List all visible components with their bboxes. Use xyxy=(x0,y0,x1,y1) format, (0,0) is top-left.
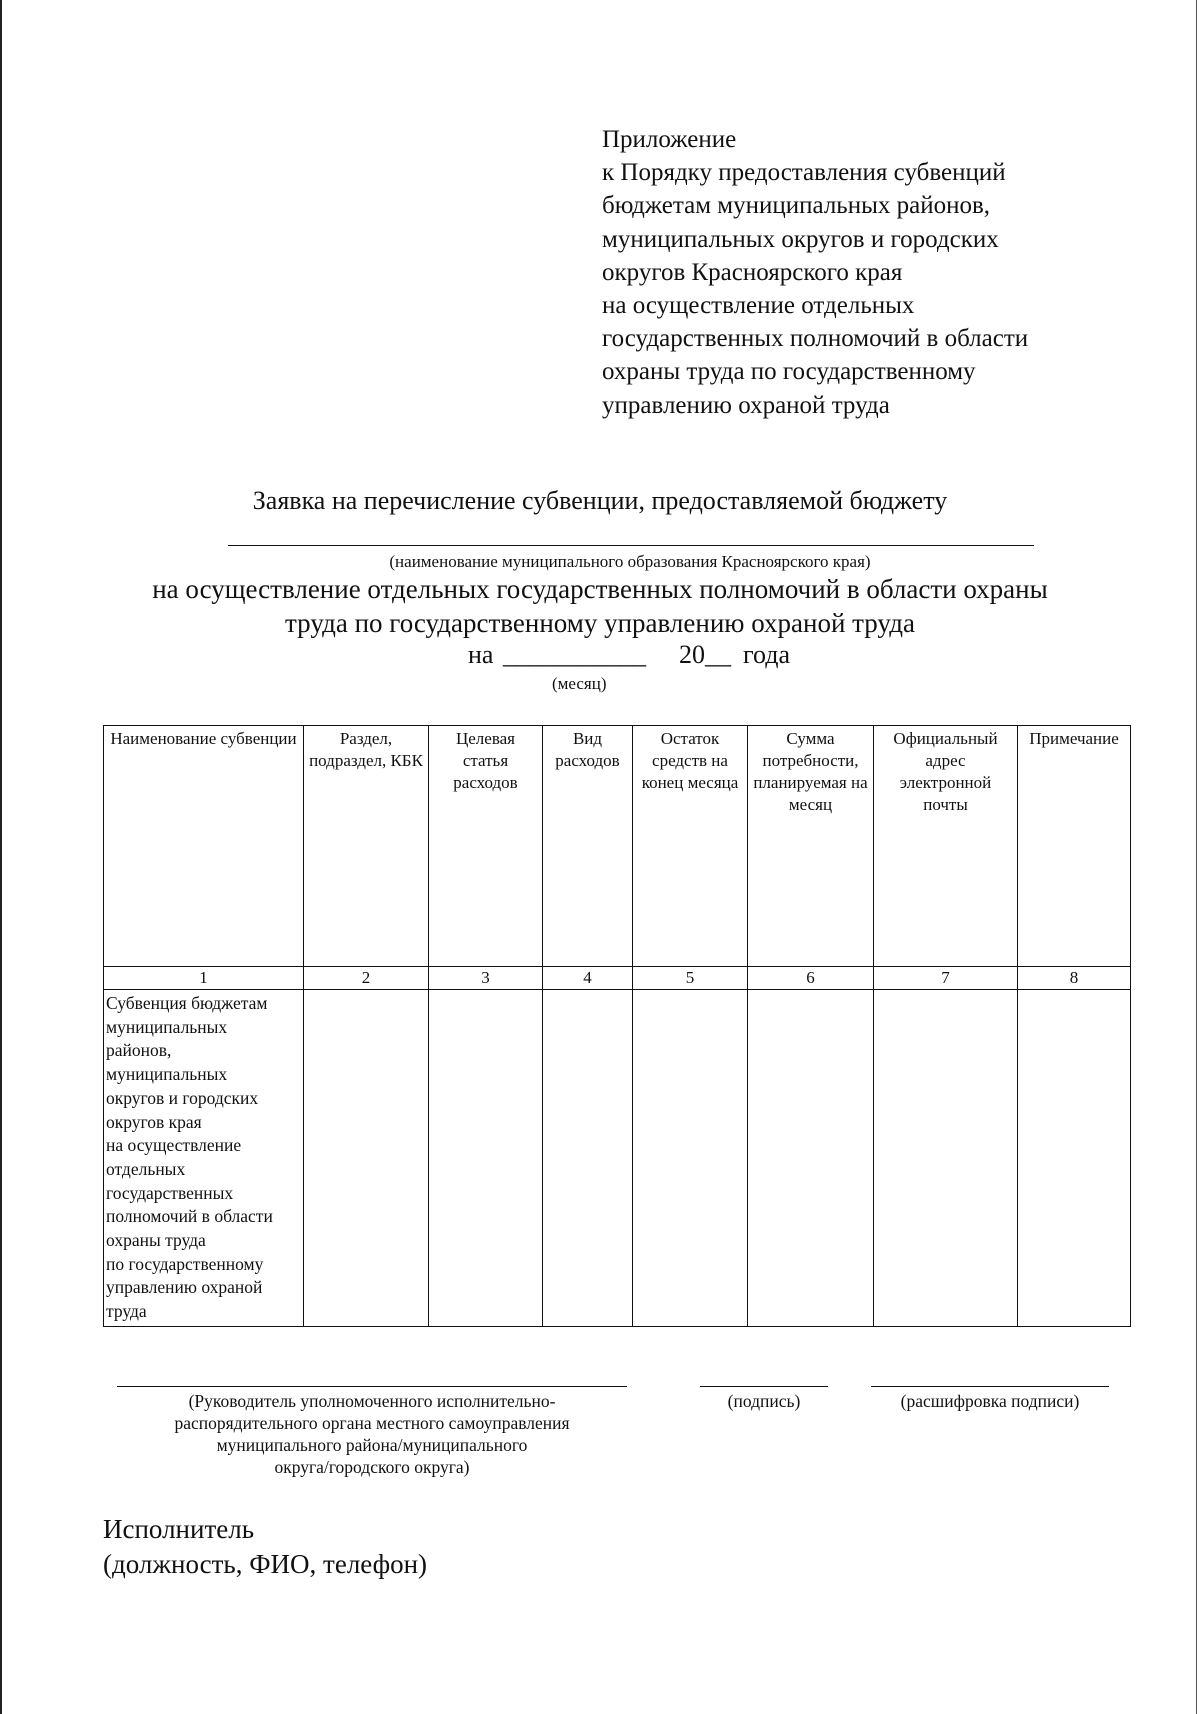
municipality-name-blank xyxy=(228,545,1034,546)
subvention-name-line: округов и городских xyxy=(106,1087,259,1108)
column-number: 3 xyxy=(429,967,543,990)
appendix-block xyxy=(602,123,1122,422)
column-number: 7 xyxy=(874,967,1018,990)
subvention-name-line: Субвенция бюджетам xyxy=(106,993,268,1013)
header-cell: Остаток средств на конец месяца xyxy=(633,726,748,967)
column-number: 2 xyxy=(304,967,429,990)
appendix-line: охраны труда по государственному xyxy=(602,358,976,386)
executor-label: Исполнитель xyxy=(103,1514,255,1544)
subvention-name-line: муниципальных xyxy=(106,1016,228,1037)
request-title: Заявка на перечисление субвенции, предоставляемой бюджету xyxy=(252,486,948,515)
header-cell: Раздел, подраздел, КБК xyxy=(304,726,429,967)
appendix-line: к Порядку предоставления субвенций xyxy=(602,159,1006,187)
column-number: 5 xyxy=(633,967,748,990)
subvention-name-line: по государственному xyxy=(106,1253,264,1274)
signature-caption: (подпись) xyxy=(727,1391,801,1411)
column-number-row xyxy=(104,967,1131,990)
column-number: 6 xyxy=(748,967,874,990)
request-table xyxy=(103,725,1131,1327)
column-number: 4 xyxy=(543,967,633,990)
subvention-name-line: государственных xyxy=(106,1182,234,1203)
kbk-cell[interactable] xyxy=(304,990,429,1327)
subvention-name-cell xyxy=(104,990,304,1327)
signature-decode-line xyxy=(871,1386,1109,1387)
period-na: на xyxy=(468,640,494,669)
header-cell: Сумма потребности, планируемая на месяц xyxy=(748,726,874,967)
head-caption-line: распорядительного органа местного самоуправления xyxy=(174,1413,570,1433)
appendix-line: Приложение xyxy=(602,126,737,153)
head-caption-line: (Руководитель уполномоченного исполнительно- xyxy=(188,1391,556,1411)
request-title-line3: труда по государственному управлению охраной труда xyxy=(285,608,915,638)
subvention-name-line: управлению охраной xyxy=(106,1277,263,1298)
subvention-name-line: муниципальных xyxy=(106,1064,228,1085)
year-word: года xyxy=(743,640,791,669)
appendix-line: на осуществление отдельных xyxy=(602,292,915,320)
decode-caption: (расшифровка подписи) xyxy=(900,1391,1080,1411)
header-cell: Примечание xyxy=(1018,726,1131,967)
subvention-name-line: районов, xyxy=(106,1040,172,1061)
column-number: 1 xyxy=(104,967,304,990)
head-name-line xyxy=(117,1386,627,1387)
column-number: 8 xyxy=(1018,967,1131,990)
email-cell[interactable] xyxy=(874,990,1018,1327)
header-cell: Вид расходов xyxy=(543,726,633,967)
signature-line xyxy=(700,1386,828,1387)
header-cell: Целевая статья расходов xyxy=(429,726,543,967)
note-cell[interactable] xyxy=(1018,990,1131,1327)
appendix-line: государственных полномочий в области xyxy=(602,325,1029,353)
request-title-line2: на осуществление отдельных государственных полномочий в области охраны xyxy=(152,574,1048,604)
appendix-line: управлению охраной труда xyxy=(602,391,890,419)
header-cell: Официальный адрес электронной почты xyxy=(874,726,1018,967)
subvention-name-line: труда xyxy=(106,1301,147,1322)
head-caption xyxy=(117,1390,627,1478)
table-row xyxy=(104,990,1131,1327)
subvention-name-line: охраны труда xyxy=(106,1230,206,1251)
expense-type-cell[interactable] xyxy=(543,990,633,1327)
header-cell: Наименование субвенции xyxy=(104,726,304,967)
subvention-name-line: отдельных xyxy=(106,1158,186,1179)
appendix-line: округов Красноярского края xyxy=(602,258,903,286)
year-prefix: 20__ xyxy=(679,640,731,669)
balance-cell[interactable] xyxy=(633,990,748,1327)
executor-details: (должность, ФИО, телефон) xyxy=(103,1549,428,1579)
subvention-name-line: на осуществление xyxy=(106,1135,242,1156)
month-blank: ___________ xyxy=(503,640,646,669)
appendix-line: бюджетам муниципальных районов, xyxy=(602,192,991,220)
municipality-caption: (наименование муниципального образования Красноярского края) xyxy=(389,552,871,571)
head-caption-line: муниципального района/муниципального xyxy=(216,1435,528,1455)
target-article-cell[interactable] xyxy=(429,990,543,1327)
subvention-name-line: полномочий в области xyxy=(106,1206,273,1227)
appendix-line: муниципальных округов и городских xyxy=(602,225,999,253)
table-header-row xyxy=(104,726,1131,967)
demand-amount-cell[interactable] xyxy=(748,990,874,1327)
executor-block xyxy=(103,1512,427,1582)
head-caption-line: округа/городского округа) xyxy=(274,1457,470,1477)
month-caption: (месяц) xyxy=(552,674,607,693)
scan-edge-left xyxy=(0,0,2,1714)
subvention-name-line: округов края xyxy=(106,1111,202,1132)
scan-edge-right xyxy=(1196,0,1197,1714)
